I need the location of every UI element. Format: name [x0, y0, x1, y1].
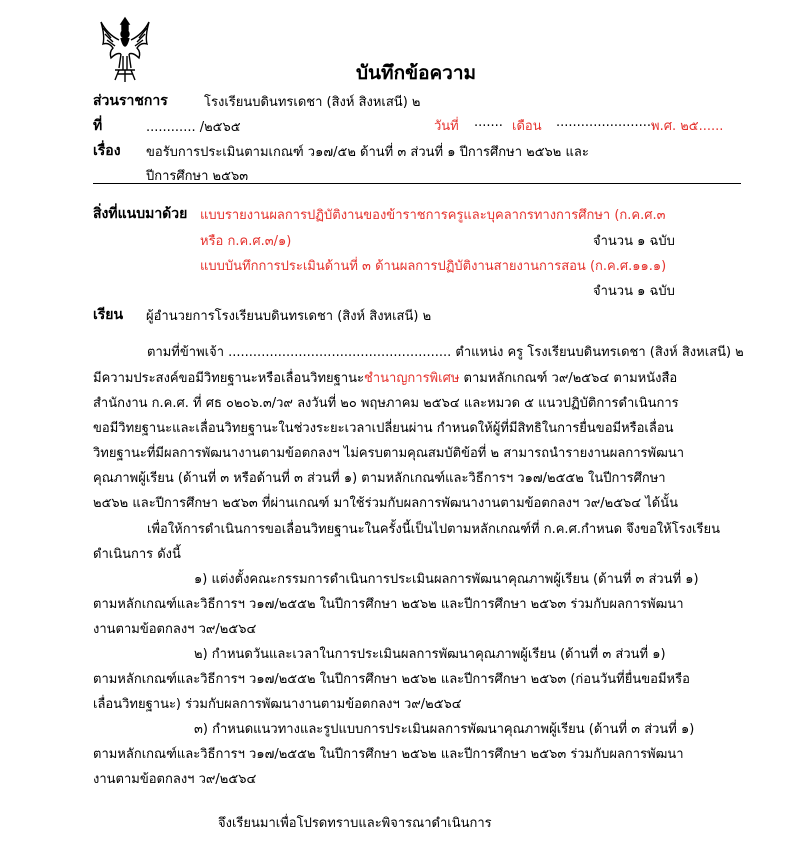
- body-line: เพื่อให้การดำเนินการขอเลื่อนวิทยฐานะในครั้งนี้เป็นไปตามหลักเกณฑ์ที่ ก.ค.ศ.กำหนด จึงขอให้โรงเรียน: [147, 522, 720, 537]
- list-item-line: เลื่อนวิทยฐานะ) ร่วมกับผลการพัฒนางานตามข้อตกลงฯ ว๙/๒๕๖๔: [93, 697, 462, 712]
- body-line: ดำเนินการ ดังนี้: [93, 547, 181, 562]
- attachment-2-qty: จำนวน ๑ ฉบับ: [593, 284, 675, 299]
- list-item-line: ตามหลักเกณฑ์และวิธีการฯ ว๑๗/๒๕๕๒ ในปีการศึกษา ๒๕๖๒ และปีการศึกษา ๒๕๖๓ ร่วมกับผลการพัฒนา: [93, 747, 684, 762]
- list-item-line: ๑) แต่งตั้งคณะกรรมการดำเนินการประเมินผลการพัฒนาคุณภาพผู้เรียน (ด้านที่ ๓ ส่วนที่ ๑): [194, 572, 699, 587]
- body-line: ๒๕๖๒ และปีการศึกษา ๒๕๖๓ ที่ผ่านเกณฑ์ มาใช้ร่วมกับผลการพัฒนางานตามข้อตกลงฯ ว๙/๒๕๖๔ ได้นั้น: [93, 496, 679, 511]
- dept-value: โรงเรียนบดินทรเดชา (สิงห์ สิงหเสนี) ๒: [204, 95, 421, 110]
- body-line: สำนักงาน ก.ค.ศ. ที่ ศธ ๐๒๐๖.๓/ว๙ ลงวันที่ ๒๐ พฤษภาคม ๒๕๖๔ และหมวด ๕ แนวปฏิบัติการดำเนินการ: [93, 396, 679, 411]
- body-line: ขอมีวิทยฐานะและเลื่อนวิทยฐานะในช่วงระยะเวลาเปลี่ยนผ่าน กำหนดให้ผู้ที่มีสิทธิในการยื่นขอมีหรือเลื่อน: [93, 421, 674, 436]
- list-item-line: ตามหลักเกณฑ์และวิธีการฯ ว๑๗/๒๕๕๒ ในปีการศึกษา ๒๕๖๒ และปีการศึกษา ๒๕๖๓ ร่วมกับผลการพัฒนา: [93, 597, 684, 612]
- body-line: มีความประสงค์ขอมีวิทยฐานะหรือเลื่อนวิทยฐานะชำนาญการพิเศษ ตามหลักเกณฑ์ ว๙/๒๕๖๔ ตามหนังสือ: [93, 371, 678, 386]
- subject-line-1: ขอรับการประเมินตามเกณฑ์ ว๑๗/๕๒ ด้านที่ ๓ ส่วนที่ ๑ ปีการศึกษา ๒๕๖๒ และ: [146, 145, 589, 160]
- body-line: คุณภาพผู้เรียน (ด้านที่ ๓ หรือด้านที่ ๓ ส่วนที่ ๑) ตามหลักเกณฑ์และวิธีการฯ ว๑๗/๒๕๕๒ ในปีการศึกษา: [93, 471, 666, 486]
- year-label: พ.ศ. ๒๕......: [651, 119, 724, 134]
- ref-value: ............ /๒๕๖๕: [146, 120, 241, 135]
- list-item-line: งานตามข้อตกลงฯ ว๙/๒๕๖๔: [93, 772, 257, 787]
- list-item-line: ๒) กำหนดวันและเวลาในการประเมินผลการพัฒนาคุณภาพผู้เรียน (ด้านที่ ๓ ส่วนที่ ๑): [194, 647, 666, 662]
- body-line: วิทยฐานะที่มีผลการพัฒนางานตามข้อตกลงฯ ไม่ครบตามคุณสมบัติข้อที่ ๒ สามารถนำรายงานผลการพัฒนา: [93, 446, 685, 461]
- subject-line-2: ปีการศึกษา ๒๕๖๓: [146, 169, 249, 184]
- memo-title: บันทึกข้อความ: [356, 62, 477, 84]
- garuda-emblem-icon: [97, 14, 153, 84]
- to-value: ผู้อำนวยการโรงเรียนบดินทรเดชา (สิงห์ สิงหเสนี) ๒: [146, 309, 432, 324]
- month-dots: ........................: [556, 115, 656, 130]
- date-label: วันที่: [434, 119, 459, 134]
- attachment-1-line-1: แบบรายงานผลการปฏิบัติงานของข้าราชการครูและบุคลากรทางการศึกษา (ก.ค.ศ.๓: [200, 208, 666, 223]
- list-item-line: งานตามข้อตกลงฯ ว๙/๒๕๖๔: [93, 622, 257, 637]
- closing-line: จึงเรียนมาเพื่อโปรดทราบและพิจารณาดำเนินการ: [218, 816, 492, 831]
- list-item-line: ๓) กำหนดแนวทางและรูปแบบการประเมินผลการพัฒนาคุณภาพผู้เรียน (ด้านที่ ๓ ส่วนที่ ๑): [194, 722, 695, 737]
- ref-label: ที่: [93, 118, 103, 134]
- date-dots: .......: [474, 115, 503, 130]
- attachment-1-qty: จำนวน ๑ ฉบับ: [593, 234, 675, 249]
- to-label: เรียน: [93, 307, 124, 323]
- month-label: เดือน: [512, 119, 542, 134]
- body-line: ตามที่ข้าพเจ้า ...................................................... ตำแหน่ง ครู โรงเรียนบดินทรเดชา (สิงห์ สิงหเสนี) ๒: [147, 345, 744, 360]
- list-item-line: ตามหลักเกณฑ์และวิธีการฯ ว๑๗/๒๕๕๒ ในปีการศึกษา ๒๕๖๒ และปีการศึกษา ๒๕๖๓ (ก่อนวันที่ยื่นขอมีหรือ: [93, 672, 690, 687]
- attachment-1-line-2: หรือ ก.ค.ศ.๓/๑): [200, 234, 292, 249]
- subject-label: เรื่อง: [93, 143, 121, 159]
- header-divider: [93, 183, 741, 184]
- dept-label: ส่วนราชการ: [93, 93, 168, 109]
- attachment-2-line-1: แบบบันทึกการประเมินด้านที่ ๓ ด้านผลการปฏิบัติงานสายงานการสอน (ก.ค.ศ.๑๑.๑): [200, 259, 667, 274]
- position-highlight: ชำนาญการพิเศษ: [364, 371, 460, 386]
- attachments-label: สิ่งที่แนบมาด้วย: [93, 206, 188, 222]
